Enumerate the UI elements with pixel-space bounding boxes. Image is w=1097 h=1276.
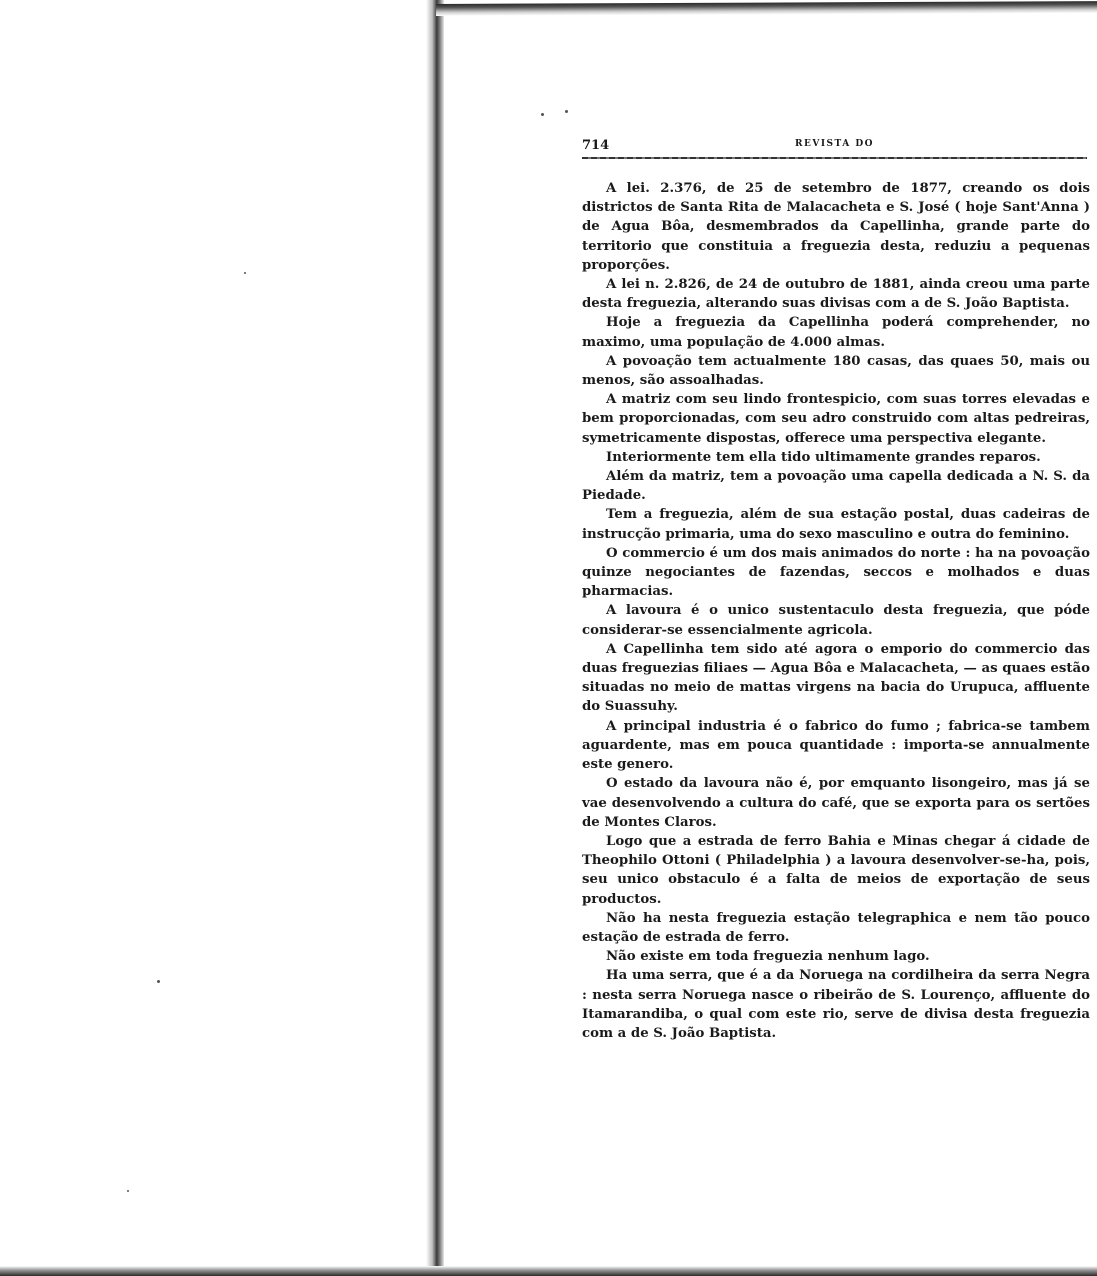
paragraph: O estado da lavoura não é, por emquanto lisongeiro, mas já se vae desenvolvendo a cultura do café, que se exporta para os sertões de Montes Claros. bbox=[582, 776, 1090, 830]
scan-speck bbox=[565, 110, 568, 113]
scan-speck bbox=[244, 272, 246, 274]
paragraph: A lei. 2.376, de 25 de setembro de 1877, creando os dois districtos de Santa Rita de Malacacheta e S. José ( hoje Sant'Anna ) de Agua Bôa, desmembrados da Capellinha, grande parte do territorio que constituia a freguezia desta, reduziu a pequenas proporções. bbox=[582, 181, 1090, 273]
paragraph: O commercio é um dos mais animados do norte : ha na povoação quinze negociantes de fazendas, seccos e molhados e duas pharmacias. bbox=[582, 545, 1090, 600]
scan-speck bbox=[127, 1190, 129, 1192]
running-title: REVISTA DO bbox=[795, 139, 874, 149]
paragraph: Hoje a freguezia da Capellinha poderá comprehender, no maximo, uma população de 4.000 almas. bbox=[582, 315, 1090, 350]
paragraph: A lavoura é o unico sustentaculo desta freguezia, que póde considerar-se essencialmente agricola. bbox=[582, 603, 1090, 638]
scan-speck bbox=[541, 113, 544, 116]
header-rule bbox=[582, 157, 1087, 159]
paragraph: Tem a freguezia, além de sua estação postal, duas cadeiras de instrucção primaria, uma do sexo masculino e outra do feminino. bbox=[582, 507, 1090, 542]
book-spine-shadow bbox=[426, 0, 444, 1276]
paragraph: A principal industria é o fabrico do fumo ; fabrica-se tambem aguardente, mas em pouca quantidade : importa-se annualmente este genero. bbox=[582, 718, 1090, 773]
body-text bbox=[582, 179, 1090, 1043]
page-header bbox=[582, 138, 1087, 158]
paragraph: A Capellinha tem sido até agora o emporio do commercio das duas freguezias filiaes — Agua Bôa e Malacacheta, — as quaes estão situadas no meio de mattas virgens na bacia do Urupuca, affluente do Suassuhy. bbox=[582, 641, 1090, 715]
page-number: 714 bbox=[582, 138, 610, 153]
paragraph: Além da matriz, tem a povoação uma capella dedicada a N. S. da Piedade. bbox=[582, 469, 1090, 504]
paragraph: A lei n. 2.826, de 24 de outubro de 1881, ainda creou uma parte desta freguezia, alterando suas divisas com a de S. João Baptista. bbox=[582, 277, 1090, 312]
paragraph: Não existe em toda freguezia nenhum lago. bbox=[606, 949, 930, 965]
paragraph: Não ha nesta freguezia estação telegraphica e nem tão pouco estação de estrada de ferro. bbox=[582, 910, 1090, 945]
page-bottom-edge bbox=[0, 1266, 1097, 1276]
paragraph: A matriz com seu lindo frontespicio, com suas torres elevadas e bem proporcionadas, com seu adro construido com altas pedreiras, symetricamente dispostas, offerece uma perspectiva elegante. bbox=[582, 392, 1090, 446]
paragraph: Ha uma serra, que é a da Noruega na cordilheira da serra Negra : nesta serra Noruega nasce o ribeirão de S. Lourenço, affluente do Itamarandiba, o qual com este rio, serve de divisa desta freguezia com a de S. João Baptista. bbox=[582, 968, 1090, 1041]
paragraph: Logo que a estrada de ferro Bahia e Minas chegar á cidade de Theophilo Ottoni ( Philadelphia ) a lavoura desenvolver-se-ha, pois, seu unico obstaculo é a falta de meios de exportação de seus productos. bbox=[582, 833, 1090, 907]
paragraph: Interiormente tem ella tido ultimamente grandes reparos. bbox=[606, 449, 1041, 465]
scan-speck bbox=[157, 980, 160, 983]
page-top-edge bbox=[436, 1, 1097, 16]
paragraph: A povoação tem actualmente 180 casas, das quaes 50, mais ou menos, são assoalhadas. bbox=[582, 353, 1090, 389]
